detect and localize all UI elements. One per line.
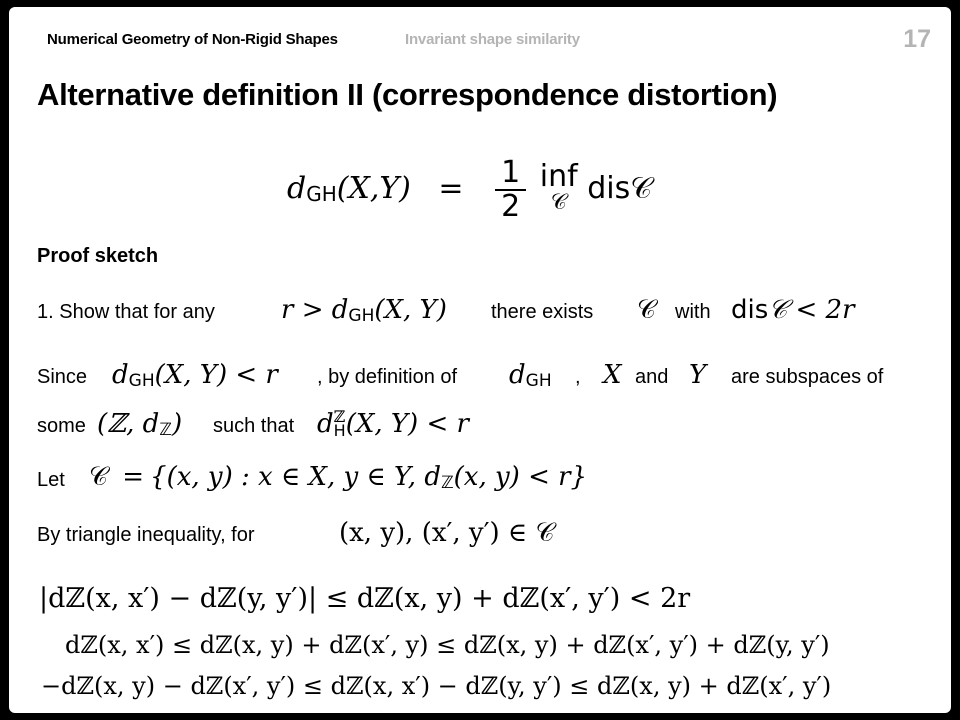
topic-title: Invariant shape similarity [405, 31, 580, 48]
var-Y [689, 360, 706, 390]
formula-d: d [287, 171, 307, 206]
step1-with: with [675, 301, 711, 323]
space-sub: ℤ [159, 420, 172, 440]
proof-heading: Proof sketch [37, 245, 159, 267]
since-text2: , by definition of [317, 366, 458, 388]
step1-text2: there exists [491, 301, 594, 323]
and-text: and [635, 366, 669, 388]
dH-math [317, 409, 469, 439]
formula-inf [539, 159, 578, 216]
equation-3: −dℤ(x, y) − dℤ(x′, y′) ≤ dℤ(x, x′) − dℤ(y, y′) ≤ dℤ(x, y) + dℤ(x′, y′) [41, 672, 832, 700]
formula-args: (X,Y) [336, 171, 411, 206]
some-text: some [37, 415, 86, 437]
let-eq: = [122, 462, 145, 492]
since-math [112, 360, 278, 391]
slide-title: Alternative definition II (correspondence distortion) [37, 77, 778, 112]
step1-sub: GH [348, 306, 375, 326]
space-close: ) [171, 409, 183, 439]
step1-math [281, 295, 447, 326]
inf-under: 𝒞 [550, 190, 567, 215]
X-label: X [603, 360, 622, 390]
step1-r-gt-d: r > d [281, 295, 349, 325]
formula-fraction [495, 157, 526, 223]
dH-sup: ℤ [333, 407, 346, 426]
let-sub: ℤ [440, 473, 454, 493]
course-title: Numerical Geometry of Non-Rigid Shapes [47, 31, 338, 48]
step1-dis [731, 295, 855, 326]
slide [9, 7, 951, 713]
fraction-denominator: 2 [501, 189, 521, 224]
step1-text: 1. Show that for any [37, 301, 215, 323]
equation-1: |dℤ(x, x′) − dℤ(y, y′)| ≤ dℤ(x, y) + dℤ(x′, y′) < 2r [39, 583, 691, 614]
since-text: Since [37, 366, 88, 388]
equation-2: dℤ(x, x′) ≤ dℤ(x, y) + dℤ(x′, y) ≤ dℤ(x, y) + dℤ(x′, y′) + dℤ(y, y′) [65, 631, 830, 659]
let-set2: (x, y) < r} [453, 462, 588, 492]
let-text: Let [37, 469, 65, 491]
since-d: d [112, 360, 129, 390]
formula-equals: = [438, 171, 464, 206]
tri-math: (x, y), (x′, y′) ∈ 𝒞 [339, 518, 555, 548]
main-formula [287, 157, 652, 223]
let-C: 𝒞 [89, 462, 108, 492]
def-sub: GH [525, 371, 552, 391]
def-d: d [509, 360, 526, 390]
formula-dis: dis [587, 171, 631, 206]
Y-label: Y [689, 360, 707, 390]
dH-sub: H [333, 421, 346, 440]
step1-C: 𝒞 [637, 295, 656, 325]
such-that-text: such that [213, 415, 295, 437]
dH-d: d [317, 409, 334, 439]
since-comma: , [575, 366, 581, 388]
subspaces-text: are subspaces of [731, 366, 884, 388]
step1-args: (X, Y) [374, 295, 447, 325]
step1-dis-label: dis [731, 295, 769, 325]
since-sub: GH [128, 371, 155, 391]
dH-args: (X, Y) < r [345, 409, 469, 439]
space-math [97, 409, 182, 440]
var-X [603, 360, 622, 390]
space-open: (ℤ, d [97, 409, 160, 439]
formula-C: 𝒞 [630, 171, 653, 206]
dH-scripts [333, 407, 346, 440]
page-number: 17 [903, 25, 931, 53]
inf-label: inf [539, 159, 578, 194]
formula-sub-gh: GH [306, 182, 337, 206]
let-set: {(x, y) : x ∈ X, y ∈ Y, d [150, 462, 441, 492]
def-dgh [509, 360, 552, 391]
since-args: (X, Y) < r [154, 360, 278, 390]
let-math [89, 462, 587, 493]
step1-dis-math: 𝒞 < 2r [768, 295, 855, 325]
fraction-numerator: 1 [495, 157, 526, 191]
tri-text: By triangle inequality, for [37, 524, 255, 546]
